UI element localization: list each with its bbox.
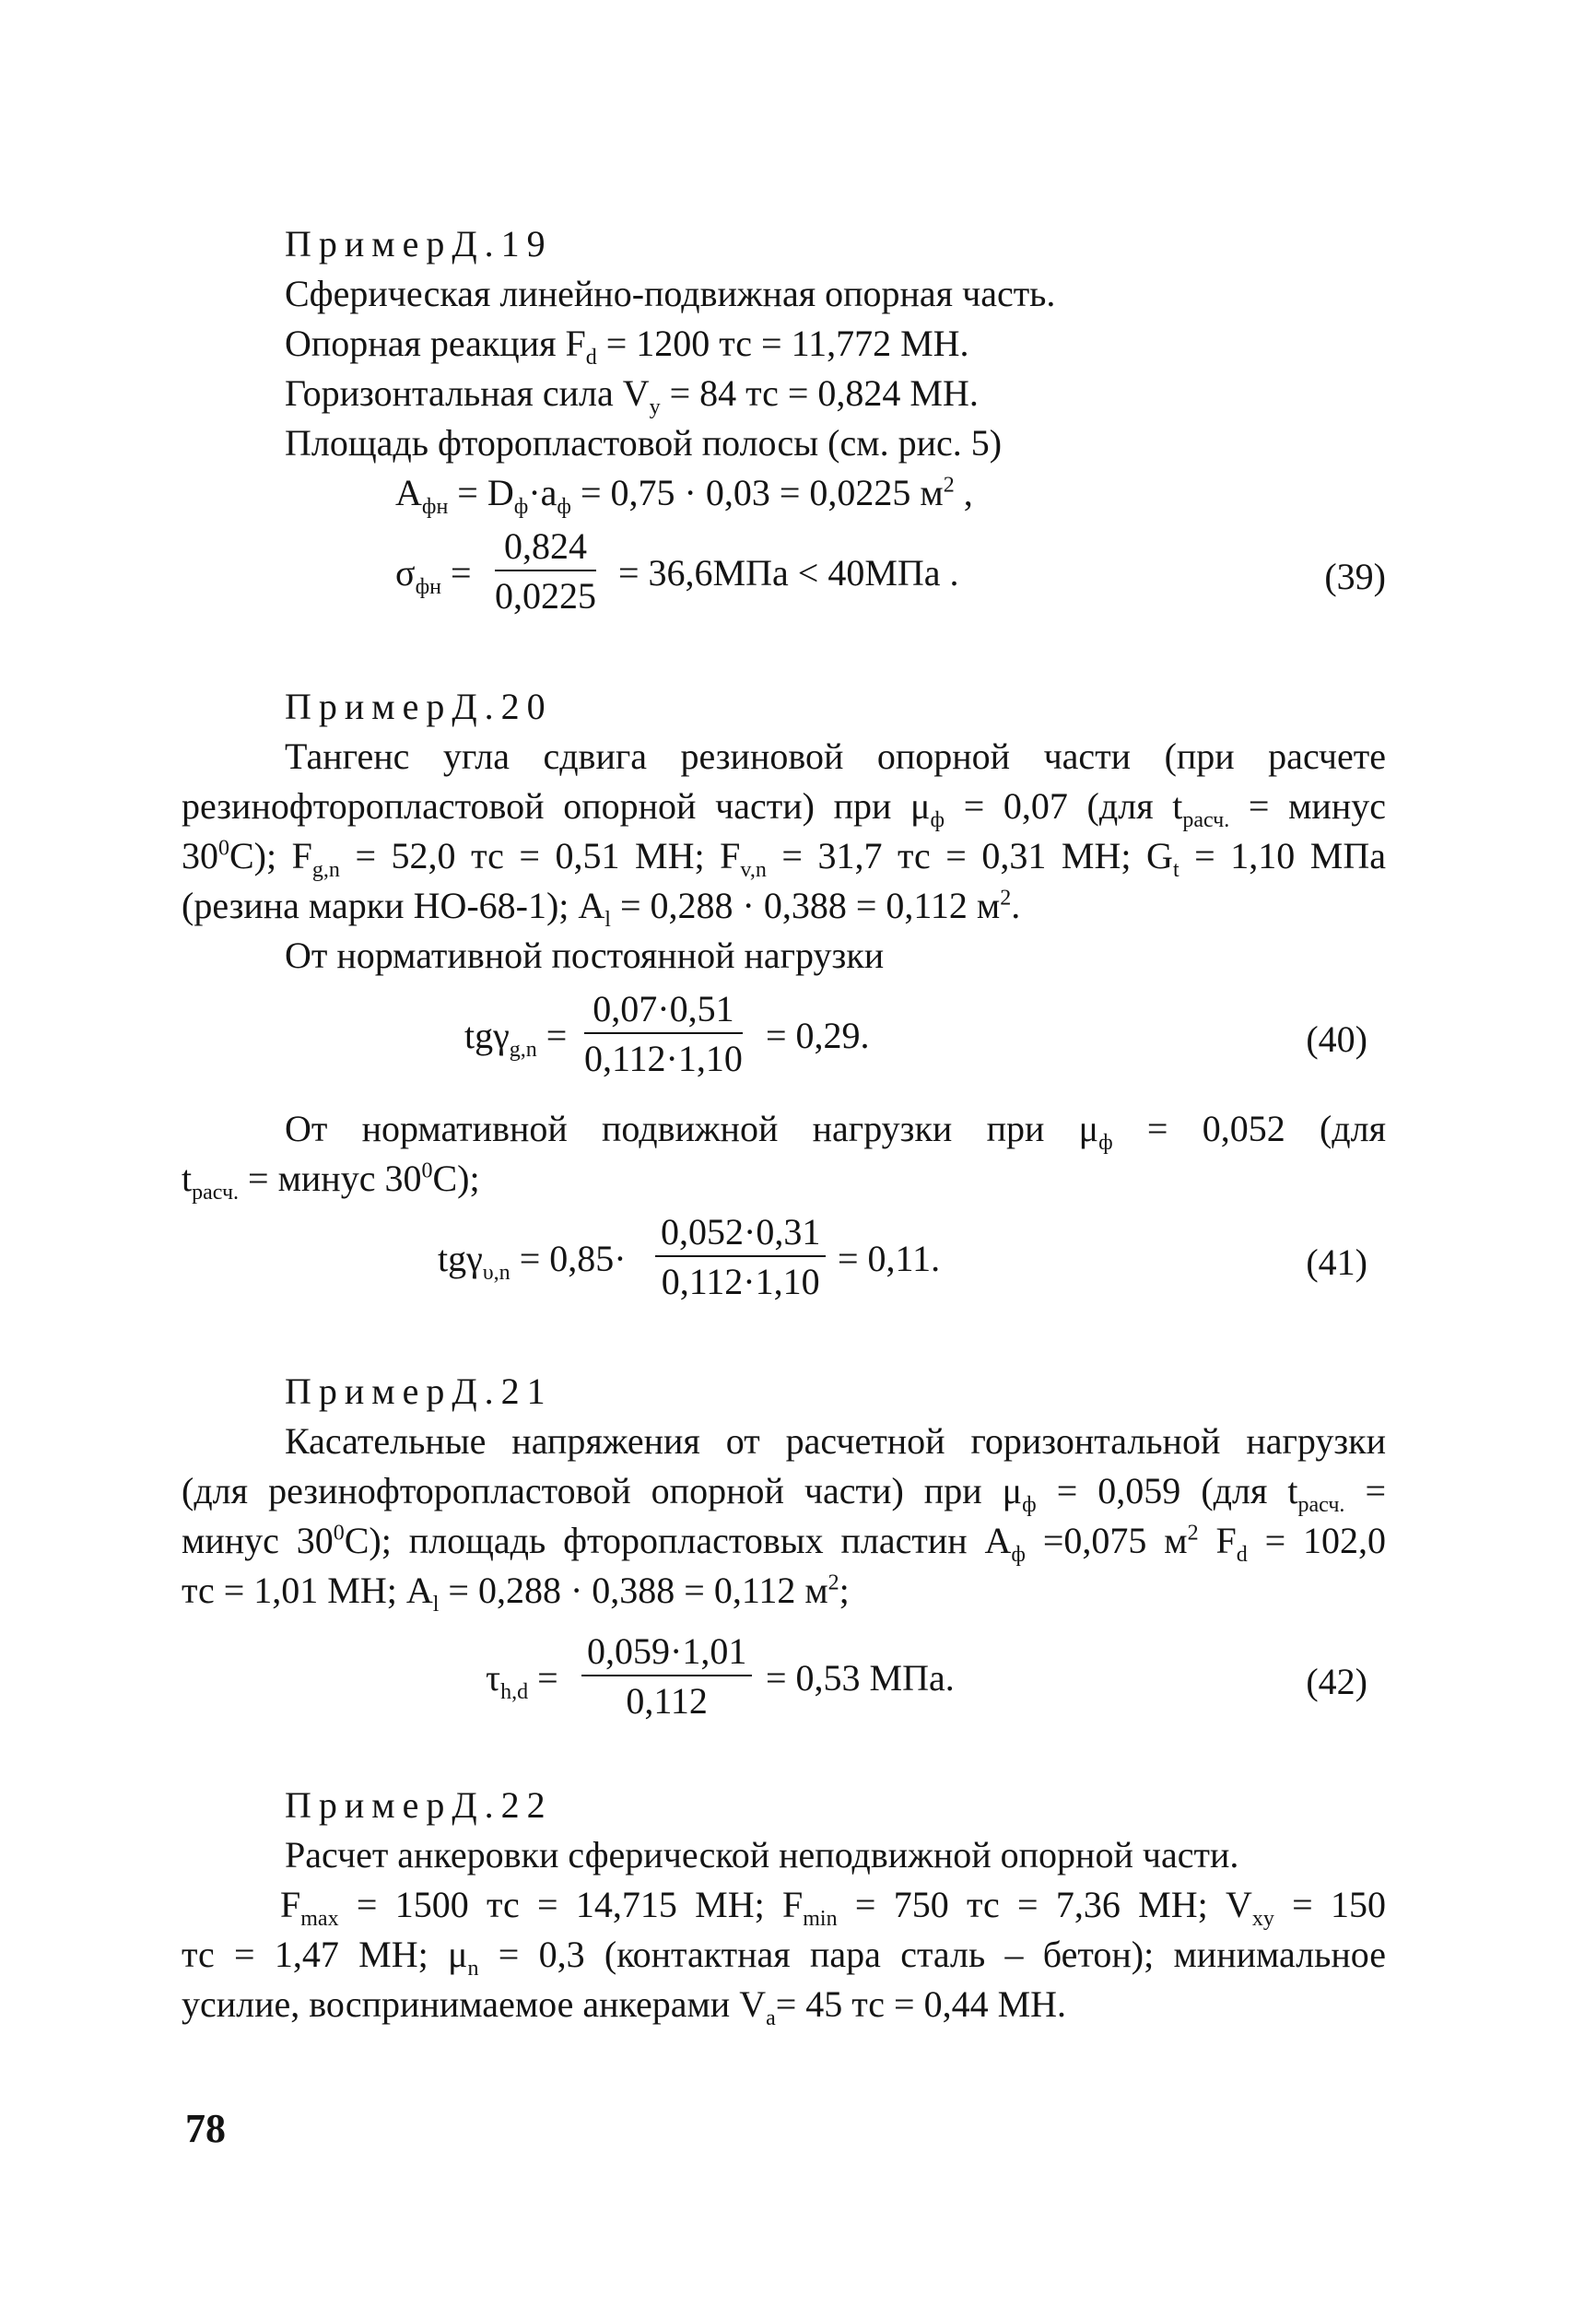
example-heading: ПримерД.22 [285, 1784, 553, 1826]
formula-area: $A_{фн} = D_ф\cdot a_ф = 0,75 \cdot 0,03 = 0,0225$ $м^2$ , [395, 472, 973, 519]
fraction [584, 986, 743, 1084]
denominator: 0,112 [626, 1680, 708, 1722]
example-d22 [182, 1781, 1387, 2030]
subheading: От нормативной постоянной нагрузки [285, 935, 885, 976]
text-line: (резина марки НО-68-1); $A_l = 0,288 \cdot 0,388 = 0,112$ $м^2$. [182, 885, 1021, 932]
example-d20 [182, 682, 1387, 1311]
equation-number: (42) [1306, 1661, 1367, 1702]
subheading: От нормативной подвижной нагрузки при $\mu_ф = 0,052$ (для [285, 1108, 1386, 1155]
example-heading: ПримерД.19 [285, 223, 553, 265]
numerator: 0,052·0,31 [655, 1209, 826, 1257]
equation-rhs: = 0,11. [838, 1238, 941, 1279]
text-line: Площадь фторопластовой полосы (см. рис. 5) [285, 422, 1003, 464]
equation-rhs: = 0,29. [766, 1015, 870, 1056]
numerator: 0,059·1,01 [581, 1629, 752, 1676]
equation-lhs: $\tau_{h,d}$ = [486, 1657, 558, 1704]
denominator: 0,112·1,10 [661, 1261, 820, 1302]
equation-42 [285, 1629, 1386, 1730]
equation-rhs: = 36,6МПа < 40МПа . [618, 552, 959, 594]
equation-lhs: $\sigma_{фн}$ = [395, 552, 472, 599]
example-d19 [285, 219, 1386, 625]
text-line: минус $30^0С$); площадь фторопластовых пластин $A_ф =0,075$ $м^2$ $F_d = 102,0$ [182, 1520, 1387, 1567]
text-line: Тангенс угла сдвига резиновой опорной части (при расчете [285, 735, 1386, 777]
equation-41 [285, 1209, 1386, 1311]
equation-rhs: = 0,53 МПа. [766, 1657, 955, 1699]
denominator: 0,0225 [495, 575, 596, 617]
fraction [655, 1209, 826, 1307]
text-line: резинофторопластовой опорной части) при $\mu_ф = 0,07$ (для $t_{расч.}$ = минус [182, 785, 1387, 832]
subheading: $t_{расч.}$ = минус $30^0С$); [182, 1158, 480, 1205]
equation-lhs: tgγ$_{\upsilon,n}$ = 0,85· [438, 1238, 627, 1285]
text-line: Опорная реакция $F_d = 1200$ тс = 11,772 МН. [285, 323, 969, 370]
text-line: (для резинофторопластовой опорной части) при $\mu_ф = 0,059$ (для $t_{расч.}$ = [182, 1470, 1386, 1517]
numerator: 0,07·0,51 [584, 986, 743, 1034]
example-heading: ПримерД.20 [285, 686, 553, 727]
text-line: Расчет анкеровки сферической неподвижной опорной части. [285, 1834, 1239, 1876]
text-line: Горизонтальная сила $V_y = 84$ тс = 0,824 МН. [285, 372, 979, 419]
denominator: 0,112·1,10 [584, 1038, 743, 1079]
example-d21 [182, 1367, 1387, 1730]
fraction [495, 523, 596, 621]
text-line: $30^0С$); $F_{g,n} = 52,0$ тс = 0,51 МН; $F_{v,n} = 31,7$ тс = 0,31 МН; $G_t = 1,10$ МПа [182, 835, 1387, 882]
text-line: тс = 1,47 МН; $\mu_n = 0,3$ (контактная пара сталь – бетон); минимальное [182, 1934, 1387, 1981]
fraction [581, 1629, 752, 1726]
equation-number: (41) [1306, 1241, 1367, 1283]
text-line: Касательные напряжения от расчетной горизонтальной нагрузки [285, 1420, 1386, 1462]
numerator: 0,824 [495, 523, 596, 571]
text-line: Сферическая линейно-подвижная опорная часть. [285, 273, 1056, 314]
equation-39 [285, 523, 1386, 625]
equation-40 [285, 986, 1386, 1088]
equation-number: (40) [1306, 1018, 1367, 1060]
text-line: тс = 1,01 МН; $A_l = 0,288 \cdot 0,388 = 0,112$ $м^2$; [182, 1570, 850, 1617]
text-line: $F_{max} = 1500$ тс = 14,715 МН; $F_{min} = 750$ тс = 7,36 МН; $V_{xy} = 150$ [280, 1884, 1387, 1931]
equation-number: (39) [1324, 556, 1386, 597]
example-heading: ПримерД.21 [285, 1370, 553, 1412]
equation-lhs: tgγ$_{g,n}$ = [464, 1015, 568, 1062]
text-line: усилие, воспринимаемое анкерами $V_a= 45$ тс = 0,44 МН. [182, 1983, 1067, 2030]
page-number: 78 [185, 2106, 226, 2151]
